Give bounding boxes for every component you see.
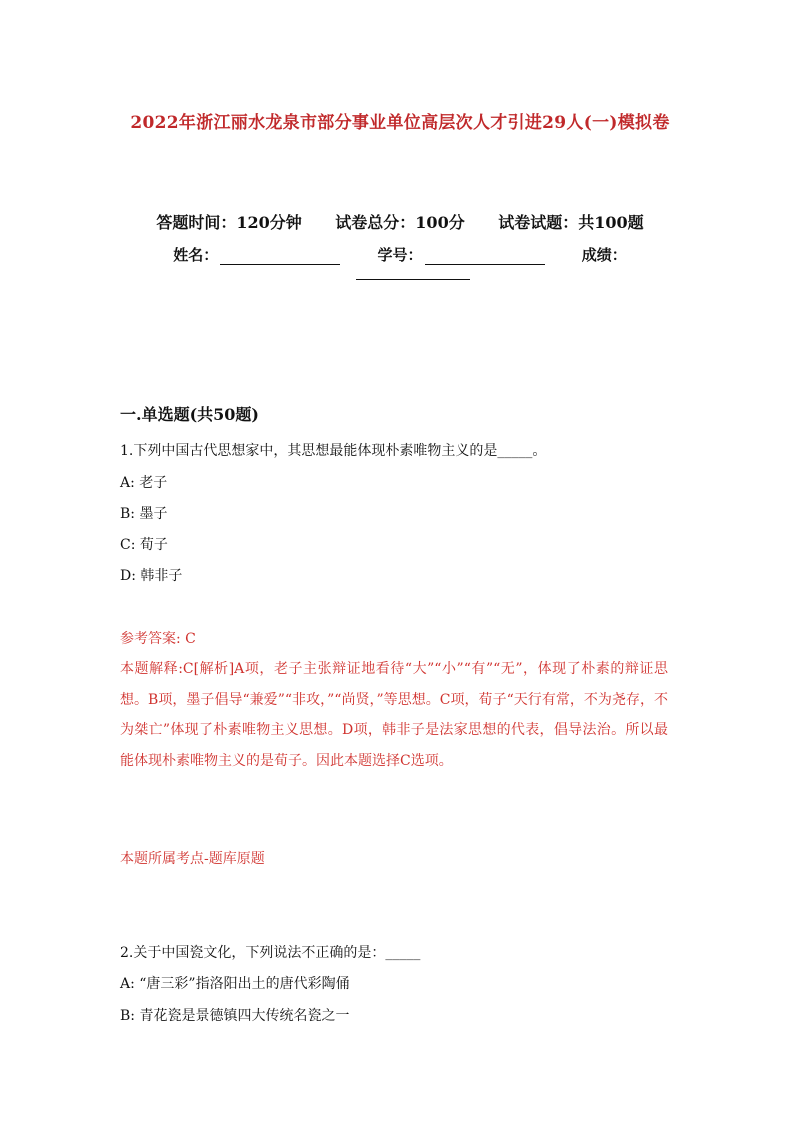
student-fields [0, 244, 800, 265]
student-id-field [377, 244, 544, 265]
exam-total-score: 试卷总分：100分 [335, 213, 465, 232]
question-2-option-a: A: “唐三彩”指洛阳出土的唐代彩陶俑 [120, 976, 350, 992]
name-label: 姓名： [173, 246, 219, 264]
grade-field [582, 244, 627, 265]
name-blank [220, 250, 340, 265]
question-1-option-b: B: 墨子 [120, 506, 168, 522]
exam-time: 答题时间：120分钟 [156, 213, 302, 232]
section-title: 一.单选题(共50题) [120, 405, 259, 424]
document-title: 2022年浙江丽水龙泉市部分事业单位高层次人才引进29人(一)模拟卷 [130, 113, 670, 133]
question-1-answer: 参考答案: C [120, 631, 196, 647]
question-1-option-c: C: 荀子 [120, 537, 168, 553]
question-1-option-a: A: 老子 [120, 475, 168, 491]
student-id-label: 学号： [377, 246, 423, 264]
student-id-blank [425, 250, 545, 265]
exam-question-count: 试卷试题：共100题 [498, 213, 644, 232]
question-1-stem: 1.下列中国古代思想家中，其思想最能体现朴素唯物主义的是_____。 [120, 443, 547, 459]
question-1-option-d: D: 韩非子 [120, 568, 183, 584]
question-2-stem: 2.关于中国瓷文化，下列说法不正确的是：_____ [120, 945, 421, 961]
grade-label: 成绩： [581, 246, 627, 264]
question-1-analysis: 本题解释:C[解析]A项，老子主张辩证地看待“大”“小”“有”“无”，体现了朴素的辩证思想。B项，墨子倡导“兼爱”“非攻，”“尚贤，”等思想。C项，荀子“天行有常，不为尧存，不为桀亡”体现了朴素唯物主义思想。D项，韩非子是法家思想的代表，倡导法治。所以最能体现朴素唯物主义的是荀子。因此本题选择C选项。 [120, 661, 668, 769]
question-1-tag: 本题所属考点-题库原题 [120, 851, 265, 867]
exam-meta [0, 210, 800, 233]
grade-blank [356, 279, 470, 280]
question-2-option-b: B: 青花瓷是景德镇四大传统名瓷之一 [120, 1008, 350, 1024]
name-field [173, 244, 340, 265]
